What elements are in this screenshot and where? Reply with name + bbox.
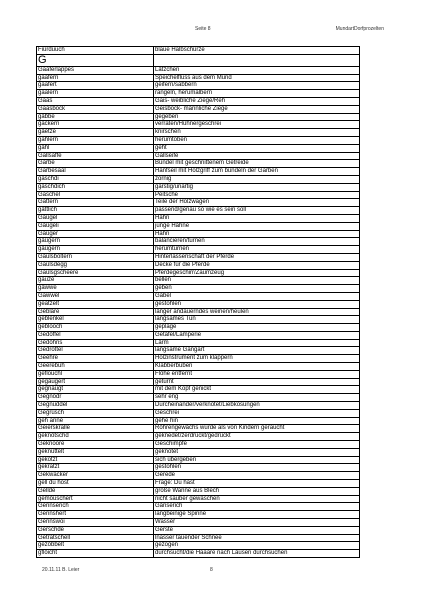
- meaning-cell: Geschrei: [154, 409, 360, 417]
- table-row: [37, 339, 360, 347]
- term-cell: Geehre: [37, 355, 154, 363]
- meaning-cell: herumturnen: [154, 246, 360, 254]
- meaning-cell: knirschen: [154, 129, 360, 137]
- term-cell: Gäüger: [37, 230, 154, 238]
- table-row: [37, 487, 360, 495]
- term-cell: Gaaferlappes: [37, 66, 154, 74]
- meaning-cell: Gänserich: [154, 503, 360, 511]
- term-cell: Gegnödr: [37, 394, 154, 402]
- table-row: [37, 503, 360, 511]
- meaning-cell: Frage: Du hast: [154, 480, 360, 488]
- meaning-cell: Geschimpfe: [154, 441, 360, 449]
- meaning-cell: geplage: [154, 324, 360, 332]
- table-row: [37, 402, 360, 410]
- term-cell: gahlern: [37, 136, 154, 144]
- table-row: [37, 316, 360, 324]
- table-row: [37, 550, 360, 558]
- table-row: [37, 191, 360, 199]
- term-cell: Getratschell: [37, 534, 154, 542]
- table-row: [37, 300, 360, 308]
- meaning-cell: gegeben: [154, 113, 360, 121]
- meaning-cell: sich übergeben: [154, 456, 360, 464]
- term-cell: Gäulsboltern: [37, 253, 154, 261]
- meaning-cell: zornig: [154, 175, 360, 183]
- term-cell: Gaülsdegg: [37, 261, 154, 269]
- table-row: [37, 331, 360, 339]
- term-cell: Gaas: [37, 97, 154, 105]
- table-row: [37, 324, 360, 332]
- table-row: [37, 97, 360, 105]
- table-row: [37, 456, 360, 464]
- table-row: [37, 222, 360, 230]
- meaning-cell: junge Hähne: [154, 222, 360, 230]
- term-cell: gflöicht: [37, 550, 154, 558]
- term-cell: gackern: [37, 121, 154, 129]
- table-row: [37, 285, 360, 293]
- term-cell: Geierskralle: [37, 425, 154, 433]
- table-row: [37, 183, 360, 191]
- term-cell: Gawwel: [37, 292, 154, 300]
- term-cell: gäwwe: [37, 285, 154, 293]
- table-row: [37, 433, 360, 441]
- table-row: [37, 363, 360, 371]
- meaning-cell: große Wanne aus Blech: [154, 487, 360, 495]
- term-cell: gaalern: [37, 90, 154, 98]
- table-row: [37, 105, 360, 113]
- meaning-cell: gestohlen: [154, 300, 360, 308]
- table-row: [37, 511, 360, 519]
- term-cell: Gedrottel: [37, 347, 154, 355]
- dictionary-table: [36, 46, 360, 558]
- table-row: [37, 472, 360, 480]
- term-cell: Gellde: [37, 487, 154, 495]
- meaning-cell: mit dem Kopf genickt: [154, 386, 360, 394]
- term-cell: Gäügel: [37, 214, 154, 222]
- table-row: [37, 347, 360, 355]
- meaning-cell: Lätzchen: [154, 66, 360, 74]
- table-row: [37, 207, 360, 215]
- table-row: [37, 386, 360, 394]
- term-cell: Gäügeli: [37, 222, 154, 230]
- term-cell: Geknoore: [37, 441, 154, 449]
- term-cell: Geerebuh: [37, 363, 154, 371]
- term-cell: gäbbe: [37, 113, 154, 121]
- meaning-cell: sehr eng: [154, 394, 360, 402]
- term-cell: gaschdi: [37, 175, 154, 183]
- table-row: [37, 168, 360, 176]
- term-cell: Garbe: [37, 160, 154, 168]
- meaning-cell: verraten/Hühnergeschrei: [154, 121, 360, 129]
- meaning-cell: geben: [154, 285, 360, 293]
- table-row: [37, 160, 360, 168]
- term-cell: geh anne: [37, 417, 154, 425]
- header-page-label: Seite 8: [195, 26, 211, 32]
- meaning-cell: lnasser tauender Schnee: [154, 534, 360, 542]
- footer-page-number: 8: [210, 567, 213, 573]
- meaning-cell: gestohlen: [154, 464, 360, 472]
- term-cell: gekratzt: [37, 464, 154, 472]
- term-cell: geatzelt: [37, 300, 154, 308]
- table-row: [37, 269, 360, 277]
- meaning-cell: Decke für die Pferde: [154, 261, 360, 269]
- term-cell: Gegrüsch: [37, 409, 154, 417]
- term-cell: gezöbbelt: [37, 542, 154, 550]
- meaning-cell: Peitsche: [154, 191, 360, 199]
- term-cell: gaafert: [37, 82, 154, 90]
- term-cell: Gattern: [37, 199, 154, 207]
- term-cell: Garbesaal: [37, 168, 154, 176]
- table-row: [37, 90, 360, 98]
- term-cell: Gegnuddel: [37, 402, 154, 410]
- header-document-title: MundartDorfprozelten: [335, 26, 384, 32]
- meaning-cell: Gallseife: [154, 152, 360, 160]
- meaning-cell: Durcheinander/verknotet/Liebkosungen: [154, 402, 360, 410]
- term-cell: gell du host: [37, 480, 154, 488]
- term-cell: Gerschde: [37, 526, 154, 534]
- table-row: [37, 136, 360, 144]
- meaning-cell: Gerste: [154, 526, 360, 534]
- table-row: [37, 144, 360, 152]
- meaning-cell: langsame Gangart: [154, 347, 360, 355]
- table-row: [37, 542, 360, 550]
- term-cell: Gedöffel: [37, 331, 154, 339]
- footer-date-author: 20.11.11 B. Leier: [42, 567, 80, 573]
- term-cell: geblenkel: [37, 316, 154, 324]
- meaning-cell: Pferdegeschirr/Zaumzeug: [154, 269, 360, 277]
- meaning-cell: Hahn: [154, 230, 360, 238]
- term-cell: Gennswoi: [37, 519, 154, 527]
- table-row: [37, 480, 360, 488]
- term-cell: geknüttelt: [37, 448, 154, 456]
- table-row: [37, 82, 360, 90]
- term-cell: Gebläre: [37, 308, 154, 316]
- term-cell: gäügern: [37, 238, 154, 246]
- term-cell: Gekwacker: [37, 472, 154, 480]
- meaning-cell: geht: [154, 144, 360, 152]
- meaning-cell: gezogen: [154, 542, 360, 550]
- table-row: [37, 129, 360, 137]
- term-cell: Gennshert: [37, 511, 154, 519]
- term-cell: gemöuschert: [37, 495, 154, 503]
- table-row: [37, 253, 360, 261]
- meaning-cell: langbeinige Spinne: [154, 511, 360, 519]
- meaning-cell: Klabberbuben: [154, 363, 360, 371]
- meaning-cell: langsames Tun: [154, 316, 360, 324]
- meaning-cell: passend/genau so wie es sein soll: [154, 207, 360, 215]
- term-cell: gäetze: [37, 129, 154, 137]
- meaning-cell: Hahn: [154, 214, 360, 222]
- table-row: [37, 199, 360, 207]
- meaning-cell: geknedet/zerdrückt/gedrückt: [154, 433, 360, 441]
- table-row: [37, 121, 360, 129]
- term-cell: Gaülsgscheere: [37, 269, 154, 277]
- table-row: [37, 175, 360, 183]
- table-row: [37, 74, 360, 82]
- table-row: [37, 534, 360, 542]
- meaning-cell: länger andauerndes weinen/heulen: [154, 308, 360, 316]
- table-row: [37, 308, 360, 316]
- meaning-cell: Geisbock- männliche Ziege: [154, 105, 360, 113]
- table-row: [37, 230, 360, 238]
- term-cell: gähl: [37, 144, 154, 152]
- term-cell: geknötschd: [37, 433, 154, 441]
- meaning-cell: Getäfel/Lamperie: [154, 331, 360, 339]
- table-row: [37, 238, 360, 246]
- term-cell: Fiürduuch: [37, 47, 154, 55]
- term-cell: geflouchl: [37, 370, 154, 378]
- section-letter: G: [37, 54, 154, 66]
- meaning-cell: herumtoben: [154, 136, 360, 144]
- meaning-cell: Wasser: [154, 519, 360, 527]
- table-row: [37, 261, 360, 269]
- meaning-cell: Gabel: [154, 292, 360, 300]
- meaning-cell: geturnt: [154, 378, 360, 386]
- table-row: [37, 441, 360, 449]
- meaning-cell: geifern/sabbern: [154, 82, 360, 90]
- term-cell: Gennserich: [37, 503, 154, 511]
- table-row: [37, 370, 360, 378]
- term-cell: gegäugert: [37, 378, 154, 386]
- table-row: [37, 464, 360, 472]
- meaning-cell: Lärm: [154, 339, 360, 347]
- term-cell: Gedöhns: [37, 339, 154, 347]
- term-cell: Gaschel: [37, 191, 154, 199]
- meaning-cell: Gais- weibliche Ziege/Reh: [154, 97, 360, 105]
- meaning-cell: Holzinstrument zum klappern: [154, 355, 360, 363]
- table-row: [37, 47, 360, 55]
- term-cell: gaschdich: [37, 183, 154, 191]
- table-row: [37, 394, 360, 402]
- table-row: [37, 526, 360, 534]
- table-row: [37, 113, 360, 121]
- table-row: [37, 409, 360, 417]
- meaning-cell: Hanfseil mit Holzgriff zum bündeln der Garben: [154, 168, 360, 176]
- table-row: [37, 355, 360, 363]
- table-row: [37, 152, 360, 160]
- meaning-cell: Röhrengewächs wurde als von Kindern geraucht: [154, 425, 360, 433]
- term-cell: gäügern: [37, 246, 154, 254]
- term-cell: gekotzt: [37, 456, 154, 464]
- term-cell: gaafern: [37, 74, 154, 82]
- meaning-cell: Bündel mit geschnittenem Getreide: [154, 160, 360, 168]
- table-row: [37, 214, 360, 222]
- meaning-cell: blaue Halbschürze: [154, 47, 360, 55]
- term-cell: gättlich: [37, 207, 154, 215]
- meaning-cell: Hinterlassenschaft der Pferde: [154, 253, 360, 261]
- meaning-cell: durchsucht/die Haaare nach Läusen durchsuchen: [154, 550, 360, 558]
- term-cell: Gallsaffe: [37, 152, 154, 160]
- table-row: [37, 378, 360, 386]
- table-row: [37, 66, 360, 74]
- table-row: [37, 425, 360, 433]
- meaning-cell: garstig/unartig: [154, 183, 360, 191]
- section-letter-row: [37, 54, 360, 66]
- meaning-cell: gehe hin: [154, 417, 360, 425]
- section-letter-blank: [154, 54, 360, 66]
- term-cell: geblooch: [37, 324, 154, 332]
- meaning-cell: Teile der Holzwagen: [154, 199, 360, 207]
- term-cell: Gaasbock: [37, 105, 154, 113]
- table-row: [37, 448, 360, 456]
- table-row: [37, 519, 360, 527]
- meaning-cell: Speichelfluss aus dem Mund: [154, 74, 360, 82]
- meaning-cell: balancieren/turnen: [154, 238, 360, 246]
- table-row: [37, 246, 360, 254]
- term-cell: gegnaugt: [37, 386, 154, 394]
- table-row: [37, 495, 360, 503]
- meaning-cell: bellen: [154, 277, 360, 285]
- table-row: [37, 417, 360, 425]
- meaning-cell: nicht sauber gewaschen: [154, 495, 360, 503]
- meaning-cell: Flöhe entfernt: [154, 370, 360, 378]
- table-row: [37, 292, 360, 300]
- term-cell: gauze: [37, 277, 154, 285]
- table-row: [37, 277, 360, 285]
- meaning-cell: geknotet: [154, 448, 360, 456]
- meaning-cell: Gerede: [154, 472, 360, 480]
- meaning-cell: rangeln, herumalbern: [154, 90, 360, 98]
